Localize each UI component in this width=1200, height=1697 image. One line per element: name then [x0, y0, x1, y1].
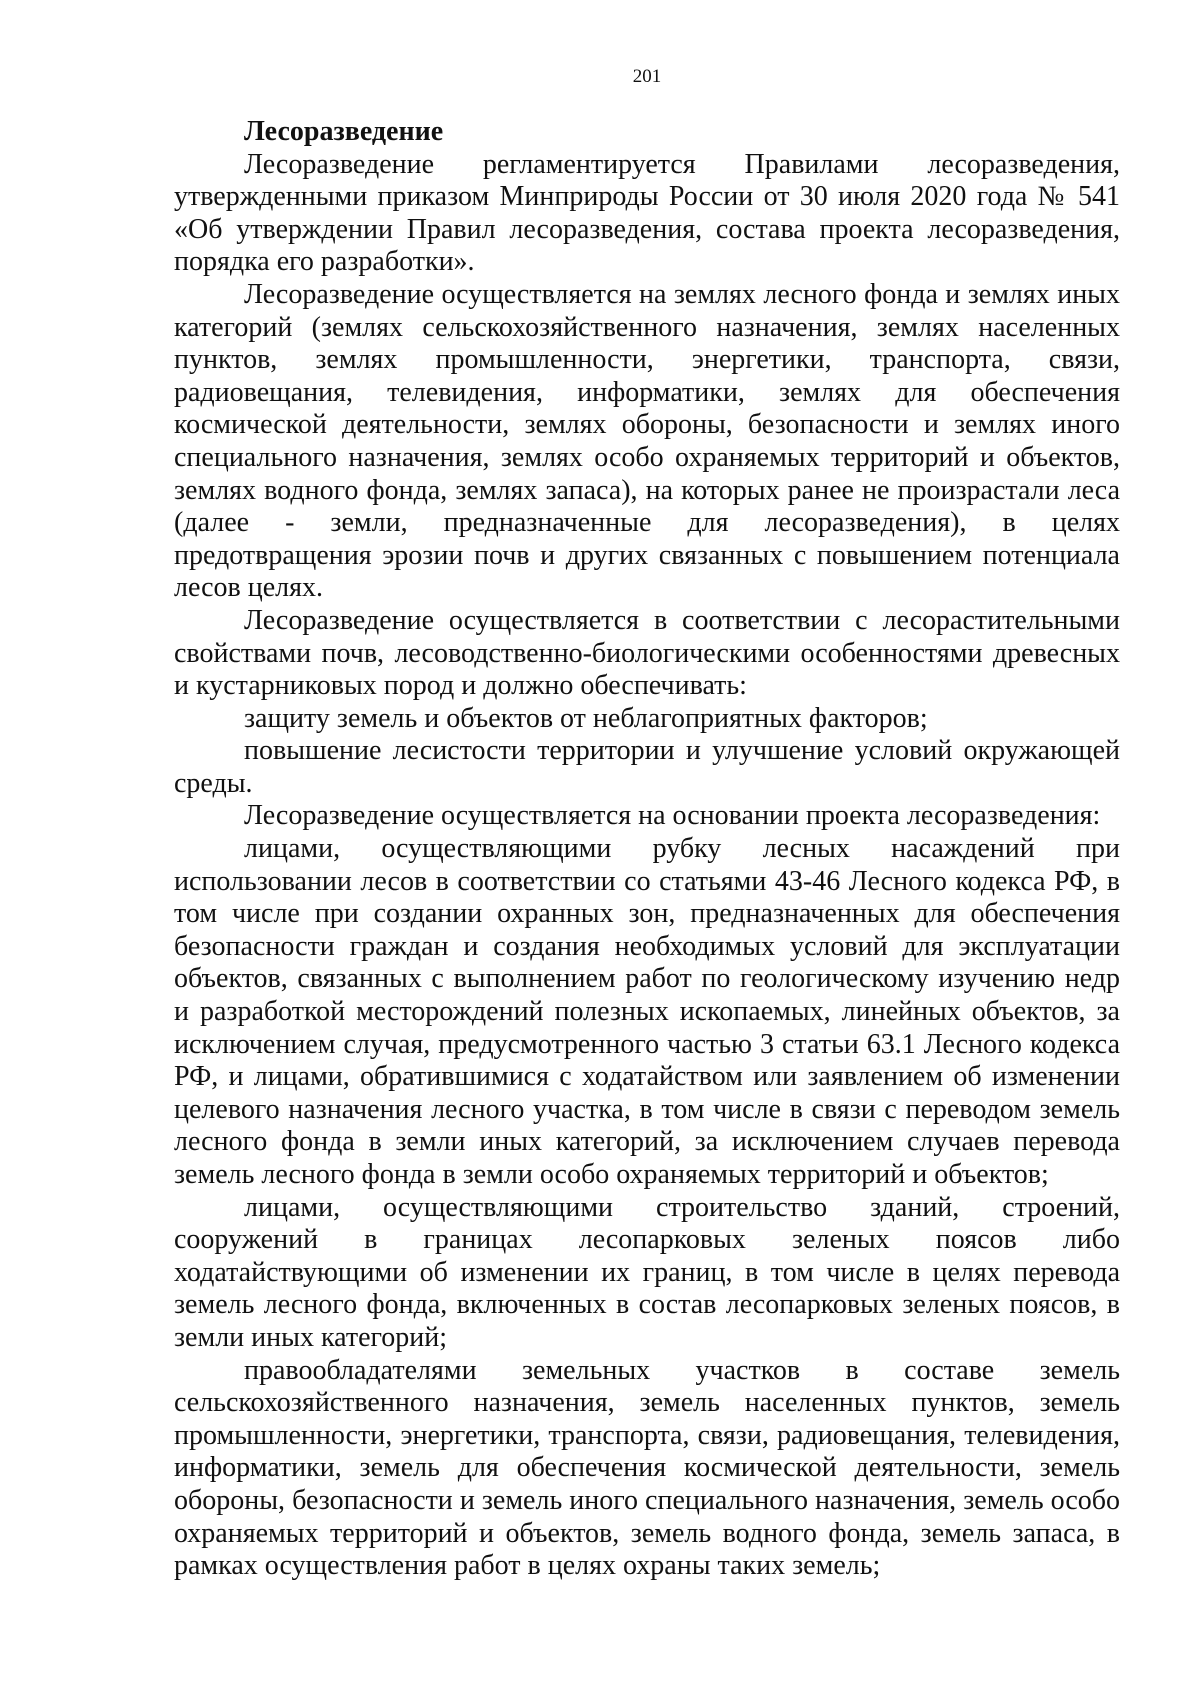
document-page	[174, 66, 1120, 1583]
paragraph-project-basis: Лесоразведение осуществляется на основании проекта лесоразведения:	[244, 800, 1101, 832]
list-item-right-holders: правообладателями земельных участков в составе земель сельскохозяйственного назначения, земель населенных пунктов, земель промышленности, энергетики, транспорта, связи, радиовещания, телевидения, информатики, земель для обеспечения космической деятельности, земель обороны, безопасности и земель иного специального назначения, земель особо охраняемых территорий и объектов, земель водного фонда, земель запаса, в рамках осуществления работ в целях охраны таких земель;	[174, 1354, 1120, 1582]
list-item-construction-persons: лицами, осуществляющими строительство зданий, строений, сооружений в границах лесопарковых зеленых поясов либо ходатайствующими об изменении их границ, в том числе в целях перевода земель лесного фонда, включенных в состав лесопарковых зеленых поясов, в земли иных категорий;	[174, 1191, 1120, 1353]
paragraph-lands: Лесоразведение осуществляется на землях лесного фонда и землях иных категорий (землях сельскохозяйственного назначения, землях населенных пунктов, землях промышленности, энергетики, транспорта, связи, радиовещания, телевидения, информатики, землях для обеспечения космической деятельности, землях обороны, безопасности и землях иного специального назначения, землях особо охраняемых территорий и объектов, землях водного фонда, землях запаса), на которых ранее не произрастали леса (далее - земли, предназначенные для лесоразведения), в целях предотвращения эрозии почв и других связанных с повышением потенциала лесов целях.	[174, 278, 1120, 604]
section-heading: Лесоразведение	[244, 116, 444, 147]
paragraph-soil-properties: Лесоразведение осуществляется в соответствии с лесорастительными свойствами почв, лесоводственно-биологическими особенностями древесных и кустарниковых пород и должно обеспечивать:	[174, 604, 1120, 702]
list-item-forest-cover: повышение лесистости территории и улучшение условий окружающей среды.	[174, 735, 1120, 799]
list-item-protection: защиту земель и объектов от неблагоприятных факторов;	[244, 702, 928, 734]
page-number: 201	[632, 66, 662, 87]
paragraph-regulation: Лесоразведение регламентируется Правилами лесоразведения, утвержденными приказом Минприроды России от 30 июля 2020 года № 541 «Об утверждении Правил лесоразведения, состава проекта лесоразведения, порядка его разработки».	[174, 148, 1120, 278]
list-item-logging-persons: лицами, осуществляющими рубку лесных насаждений при использовании лесов в соответствии со статьями 43-46 Лесного кодекса РФ, в том числе при создании охранных зон, предназначенных для обеспечения безопасности граждан и создания необходимых условий для эксплуатации объектов, связанных с выполнением работ по геологическому изучению недр и разработкой месторождений полезных ископаемых, линейных объектов, за исключением случая, предусмотренного частью 3 статьи 63.1 Лесного кодекса РФ, и лицами, обратившимися с ходатайством или заявлением об изменении целевого назначения лесного участка, в том числе в связи с переводом земель лесного фонда в земли иных категорий, за исключением случаев перевода земель лесного фонда в земли особо охраняемых территорий и объектов;	[174, 833, 1120, 1190]
